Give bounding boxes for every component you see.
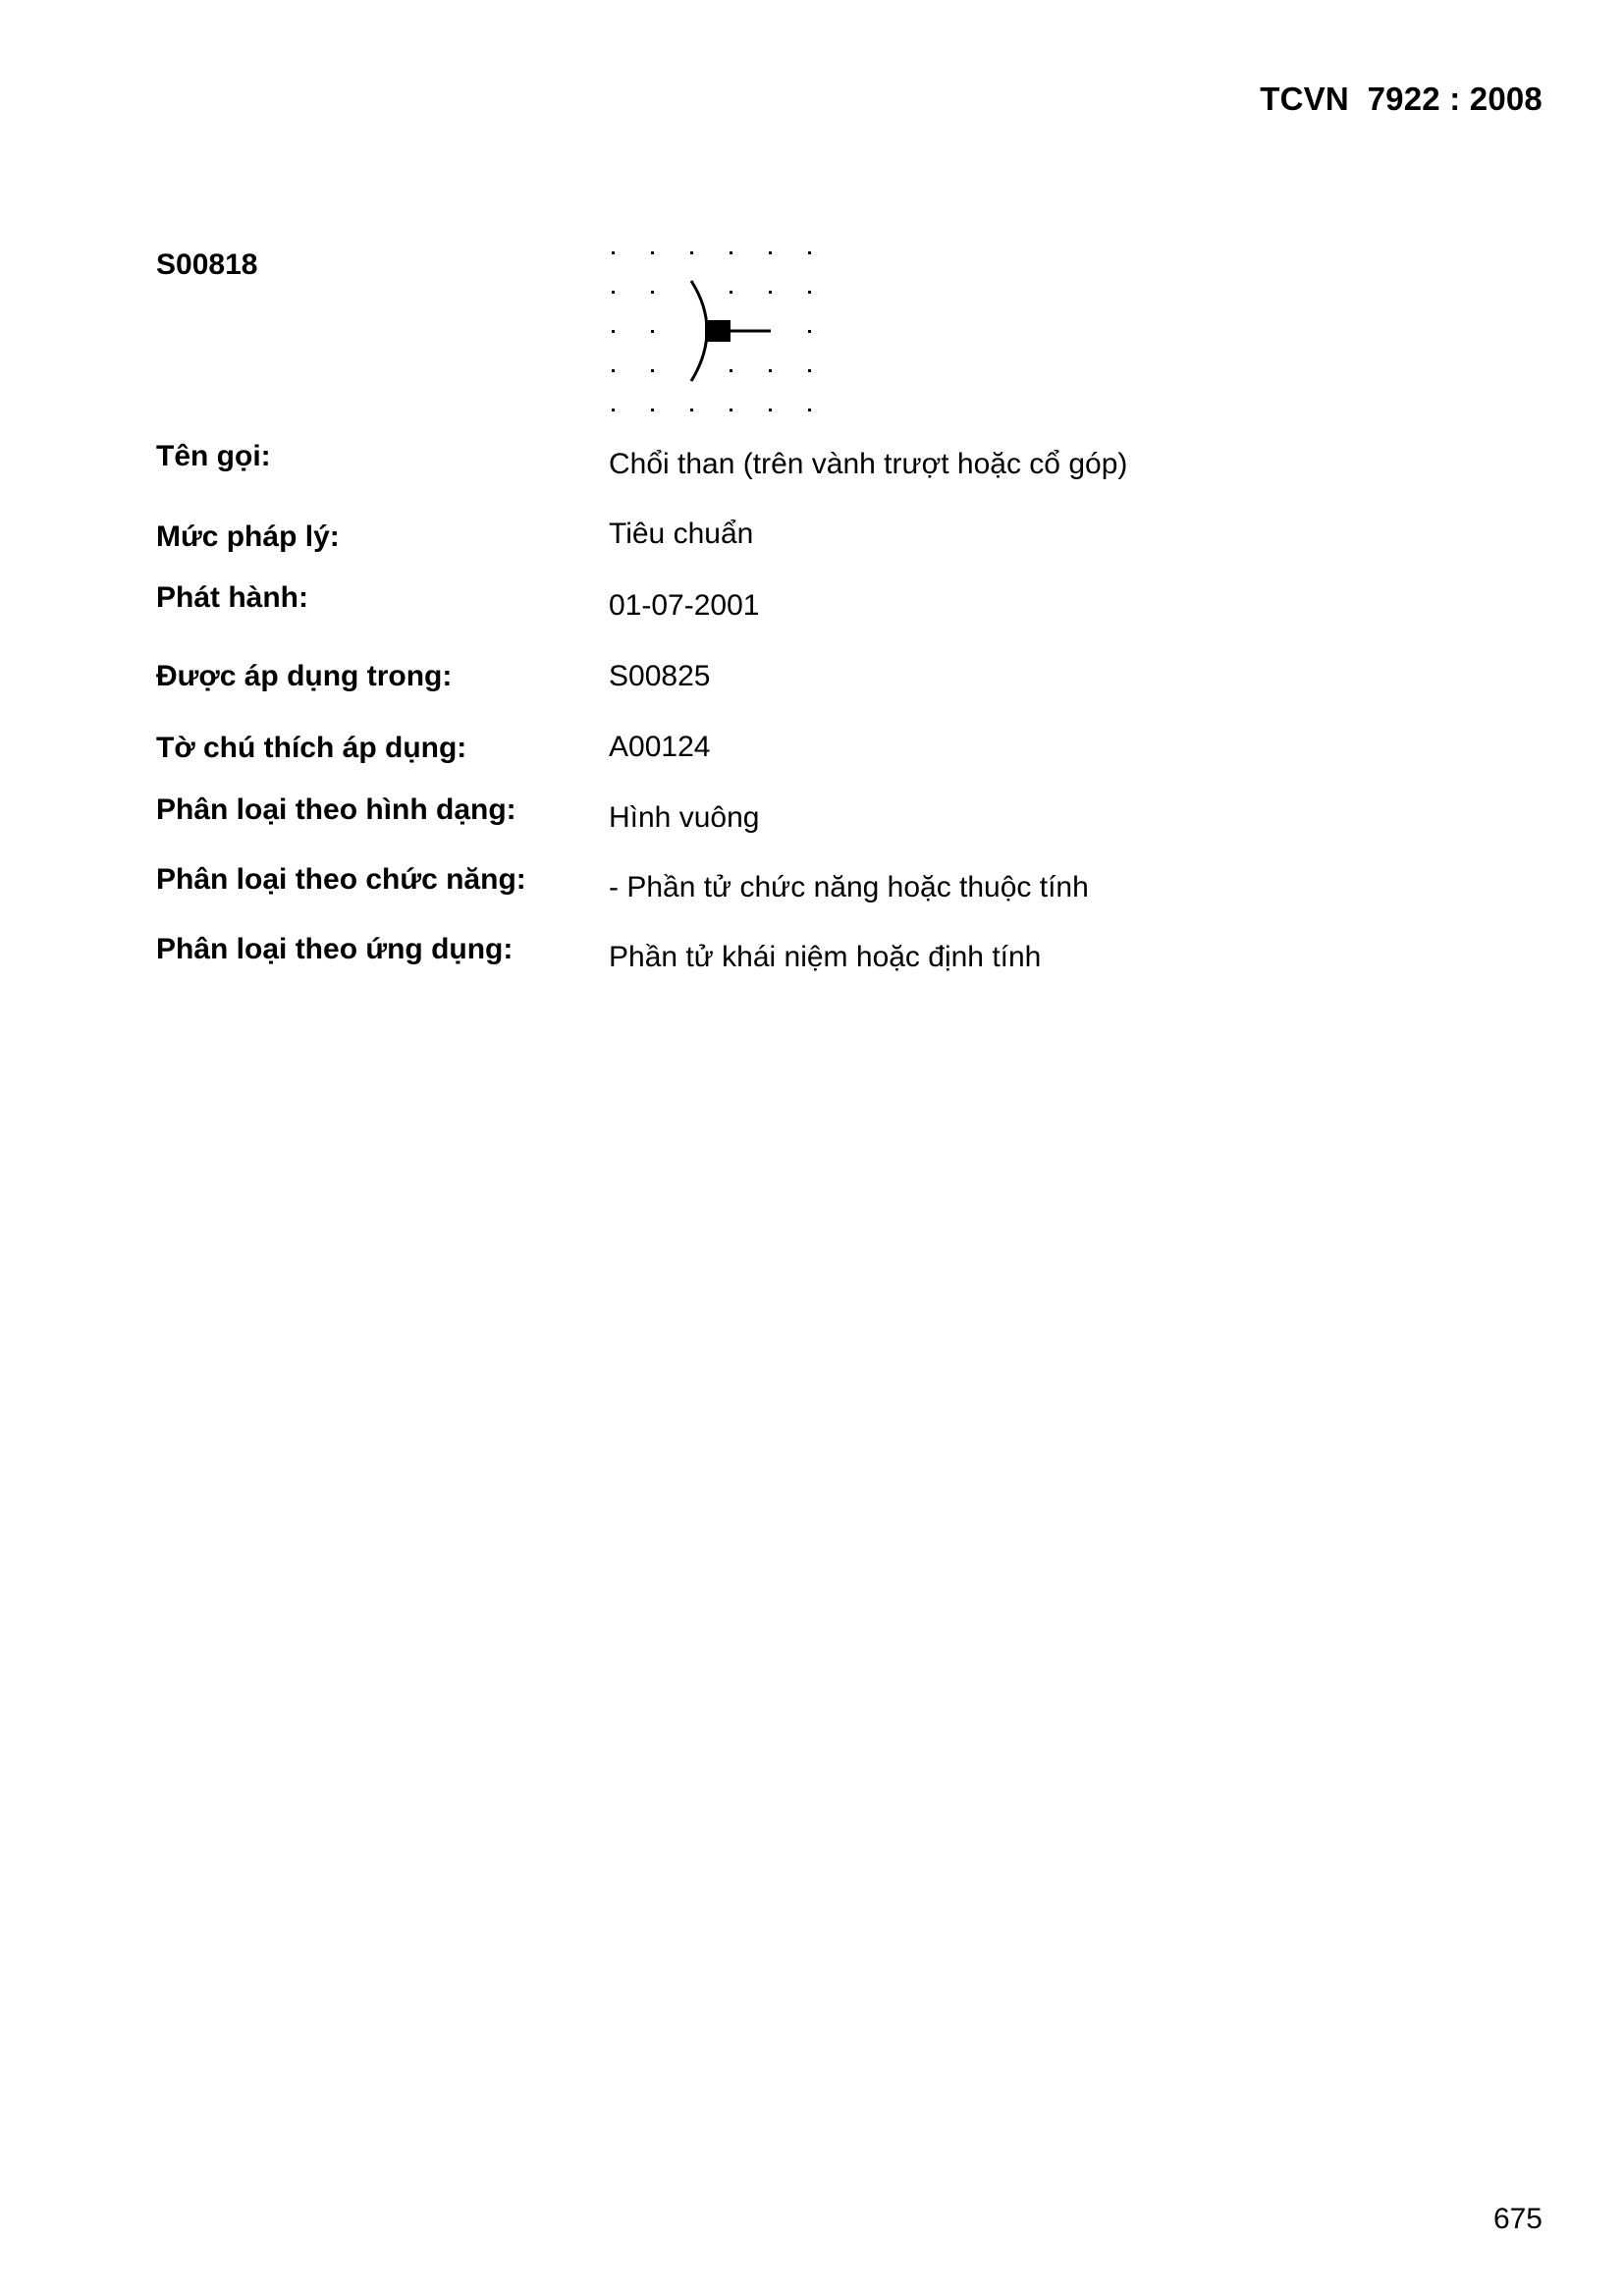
field-value-function-class: - Phần tử chức năng hoặc thuộc tính	[609, 871, 1089, 903]
page-number: 675	[1492, 2203, 1543, 2235]
field-label-function-class: Phân loại theo chức năng:	[156, 863, 526, 896]
field-value-application-class: Phần tử khái niệm hoặc định tính	[609, 941, 1042, 973]
brush-symbol-figure	[601, 234, 825, 422]
field-value-shape-class: Hình vuông	[609, 801, 760, 834]
field-value-annotation-sheet: A00124	[609, 731, 711, 763]
brush-block	[705, 320, 731, 342]
field-value-issued: 01-07-2001	[609, 589, 760, 622]
field-label-issued: Phát hành:	[156, 581, 308, 614]
field-label-annotation-sheet: Tờ chú thích áp dụng:	[156, 732, 467, 764]
slip-ring-arc	[691, 281, 707, 381]
field-label-application-class: Phân loại theo ứng dụng:	[156, 933, 514, 965]
field-label-legal-level: Mức pháp lý:	[156, 520, 340, 553]
field-value-legal-level: Tiêu chuẩn	[609, 518, 754, 550]
field-label-shape-class: Phân loại theo hình dạng:	[156, 793, 516, 826]
field-label-applied-in: Được áp dụng trong:	[156, 660, 453, 692]
field-value-applied-in: S00825	[609, 660, 711, 692]
field-label-name: Tên gọi:	[156, 440, 271, 472]
symbol-code: S00818	[156, 248, 258, 281]
field-value-name: Chổi than (trên vành trượt hoặc cổ góp)	[609, 448, 1128, 480]
standard-header: TCVN 7922 : 2008	[1260, 81, 1543, 117]
